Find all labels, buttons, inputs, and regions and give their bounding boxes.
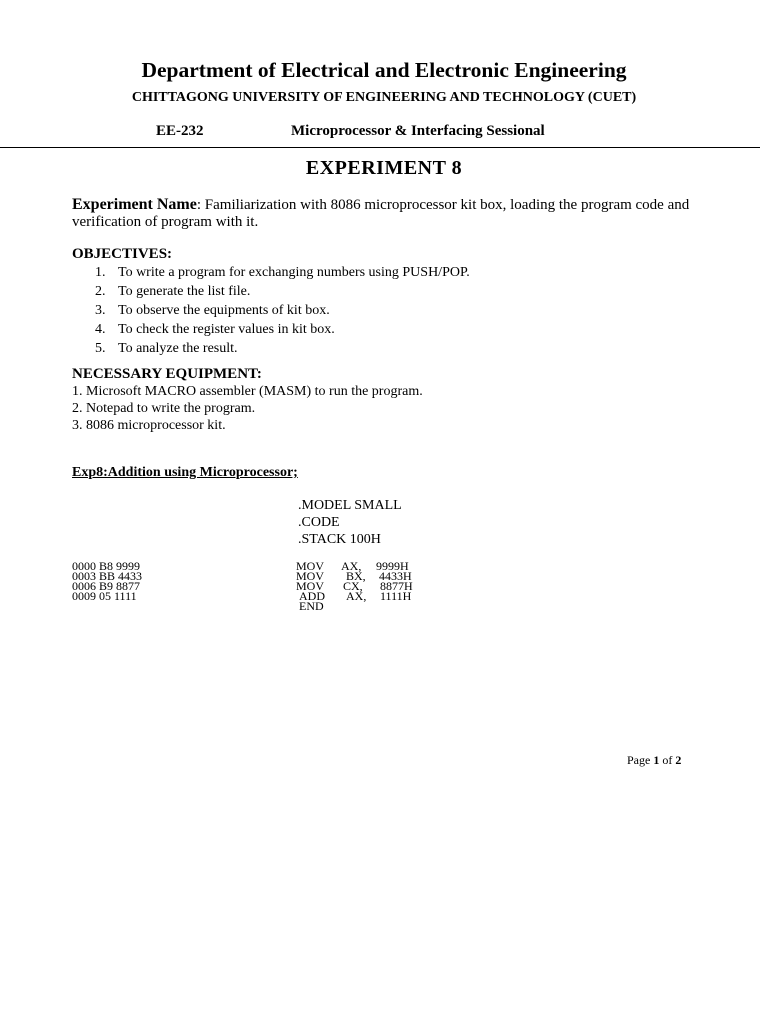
program-heading: Exp8:Addition using Microprocessor; bbox=[72, 465, 298, 480]
department-title: Department of Electrical and Electronic Engineering bbox=[141, 58, 627, 82]
objective-number: 3. bbox=[95, 303, 106, 318]
instruction-reg: BX, bbox=[346, 569, 366, 583]
listing-address: 0000 B8 9999 bbox=[72, 559, 141, 573]
instruction-op: ADD bbox=[299, 589, 325, 603]
instruction-val: 9999H bbox=[376, 559, 409, 573]
objectives-list bbox=[72, 263, 470, 358]
instruction-reg: AX, bbox=[346, 589, 367, 603]
university-name: CHITTAGONG UNIVERSITY OF ENGINEERING AND TECHNOLOGY (CUET) bbox=[131, 90, 637, 105]
listing-address: 0006 B9 8877 bbox=[72, 579, 141, 593]
page-total: 2 bbox=[675, 753, 682, 767]
objectives-heading: OBJECTIVES: bbox=[72, 246, 173, 262]
listing-instructions bbox=[0, 561, 768, 611]
equipment-list bbox=[72, 383, 423, 434]
page-of: of bbox=[662, 753, 673, 767]
listing-address: 0003 BB 4433 bbox=[72, 569, 143, 583]
equipment-item: 2. Notepad to write the program. bbox=[72, 401, 256, 416]
instruction-op: MOV bbox=[296, 559, 325, 573]
directive-code: .CODE bbox=[298, 515, 340, 530]
instruction-val: 1111H bbox=[380, 589, 412, 603]
objective-item bbox=[72, 282, 470, 301]
instruction-val: 8877H bbox=[380, 579, 413, 593]
instruction-end: END bbox=[299, 599, 324, 613]
experiment-name-text: : Familiarization with 8086 microprocessor kit box, loading the program code and verification of program with it. bbox=[72, 197, 690, 230]
objective-number: 2. bbox=[95, 284, 106, 299]
instruction-reg: AX, bbox=[341, 559, 362, 573]
page-prefix: Page bbox=[627, 753, 651, 767]
course-name: Microprocessor & Interfacing Sessional bbox=[291, 123, 545, 139]
equipment-heading: NECESSARY EQUIPMENT: bbox=[72, 366, 262, 382]
header-divider bbox=[0, 147, 760, 148]
instruction-val: 4433H bbox=[379, 569, 412, 583]
objective-number: 4. bbox=[95, 322, 106, 337]
experiment-name bbox=[72, 196, 702, 231]
directive-model: .MODEL SMALL bbox=[298, 498, 402, 513]
objective-number: 5. bbox=[95, 341, 106, 356]
instruction-op: MOV bbox=[296, 569, 325, 583]
instruction-op: MOV bbox=[296, 579, 325, 593]
listing-address: 0009 05 1111 bbox=[72, 589, 137, 603]
course-code: EE-232 bbox=[156, 123, 204, 139]
objective-item bbox=[72, 339, 470, 358]
objective-text: To analyze the result. bbox=[118, 341, 238, 356]
instruction-row bbox=[0, 591, 768, 601]
objective-text: To check the register values in kit box. bbox=[118, 322, 335, 337]
objective-text: To generate the list file. bbox=[118, 284, 251, 299]
directive-stack: .STACK 100H bbox=[298, 532, 381, 547]
objective-text: To observe the equipments of kit box. bbox=[118, 303, 330, 318]
page-number bbox=[627, 753, 681, 768]
objective-text: To write a program for exchanging numbers using PUSH/POP. bbox=[118, 265, 470, 280]
objective-item bbox=[72, 320, 470, 339]
objective-number: 1. bbox=[95, 265, 106, 280]
instruction-row bbox=[0, 601, 768, 611]
objective-item bbox=[72, 301, 470, 320]
equipment-item: 1. Microsoft MACRO assembler (MASM) to run the program. bbox=[72, 384, 423, 399]
experiment-name-label: Experiment Name bbox=[72, 196, 197, 213]
objective-item bbox=[72, 263, 470, 282]
experiment-title: EXPERIMENT 8 bbox=[305, 157, 463, 179]
page-current: 1 bbox=[653, 753, 660, 767]
instruction-reg: CX, bbox=[343, 579, 363, 593]
equipment-item: 3. 8086 microprocessor kit. bbox=[72, 418, 226, 433]
